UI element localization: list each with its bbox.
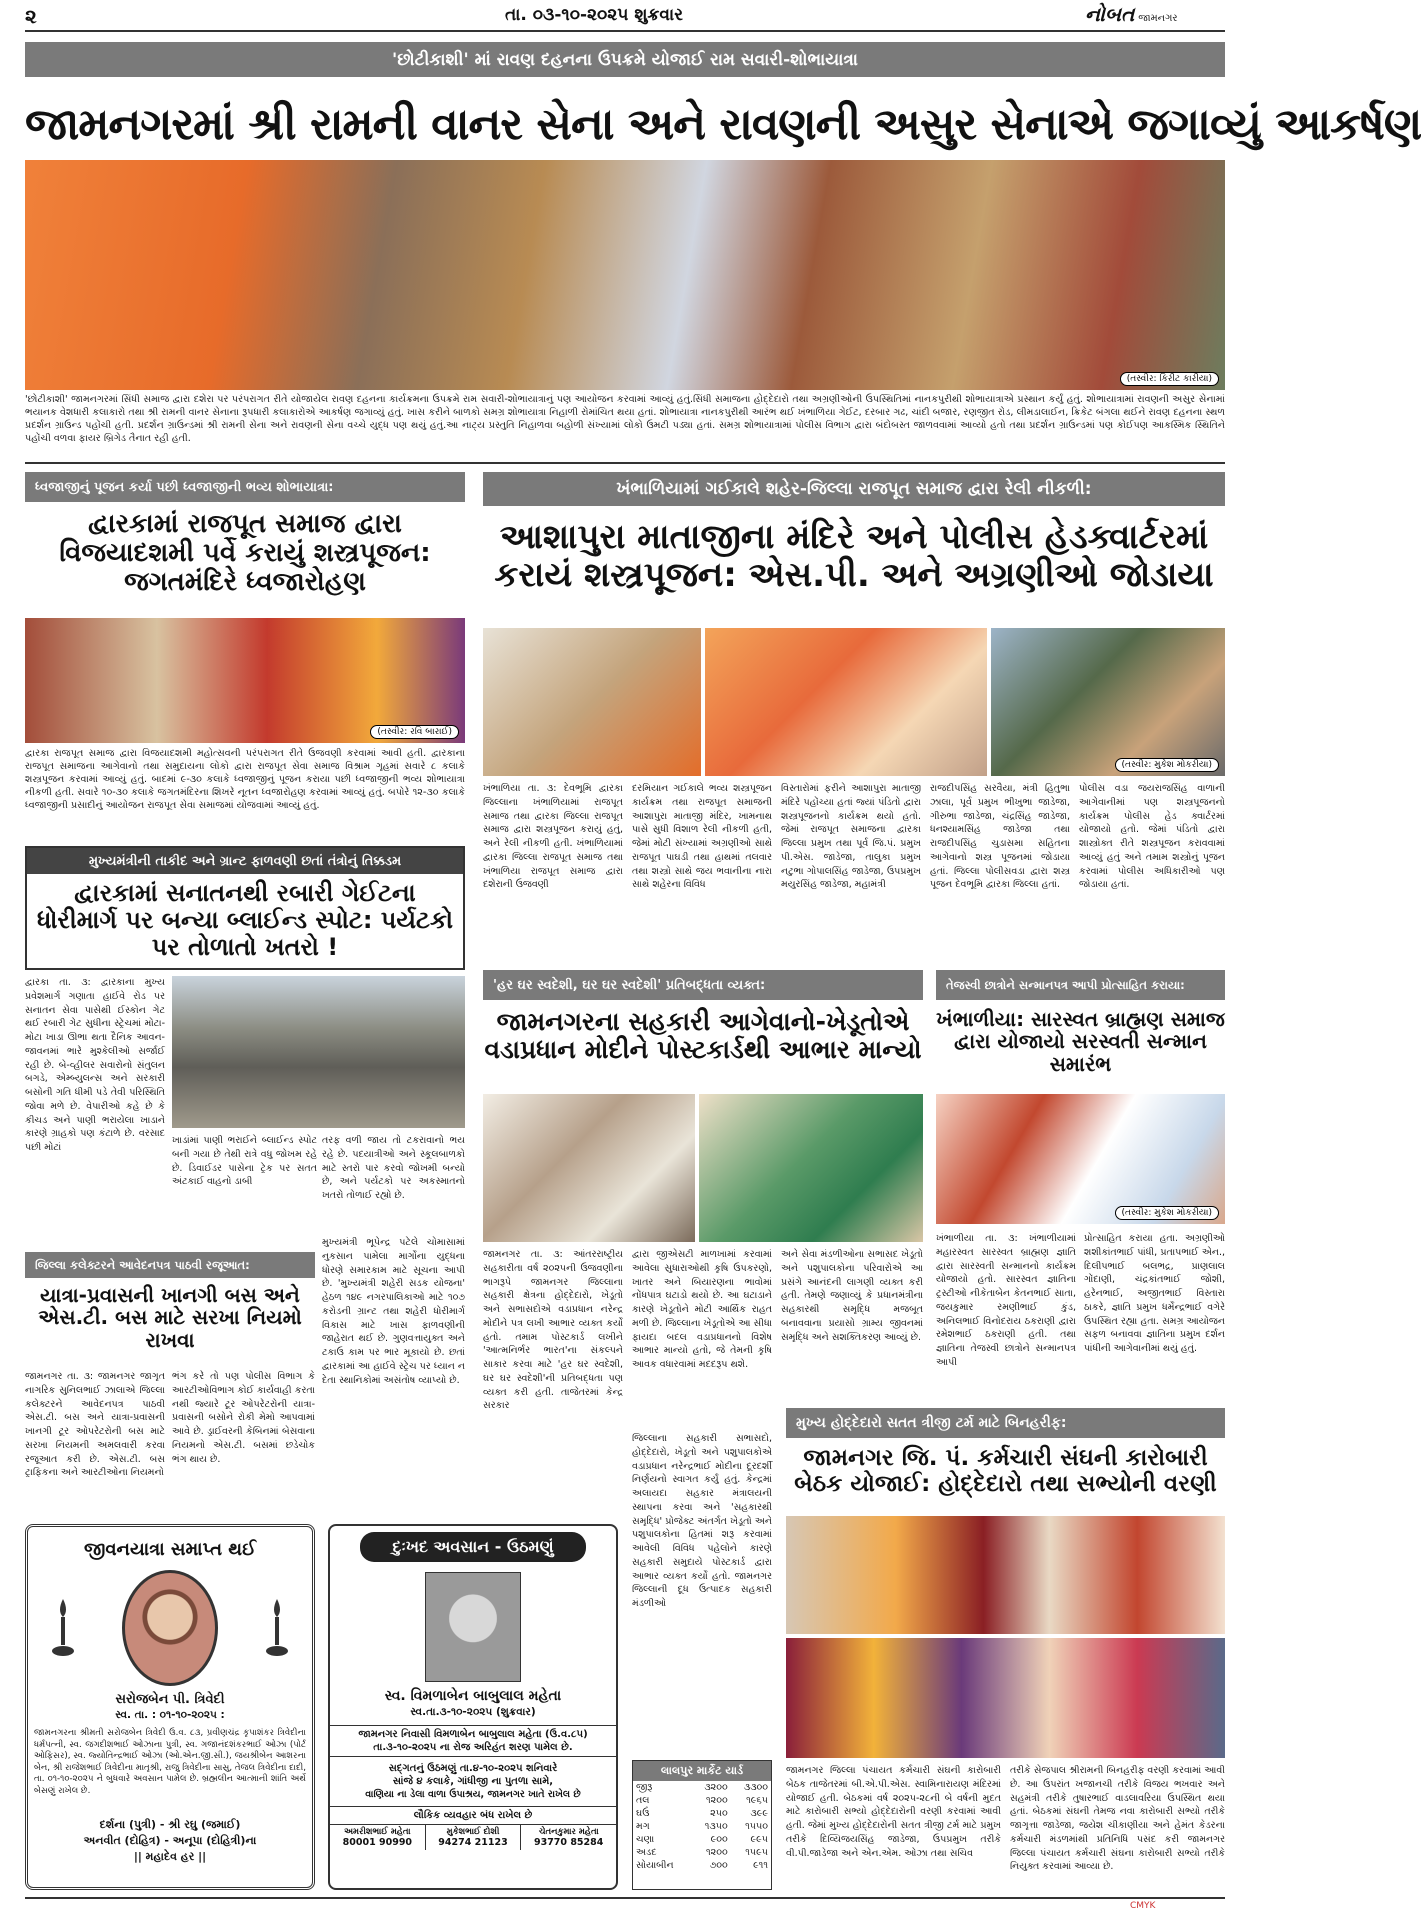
sangh-photo-1 <box>786 1516 1225 1634</box>
obit1-title: જીવનયાત્રા સમાપ્ત થઈ <box>84 1539 256 1560</box>
sangh-headline: જામનગર જિ. પં. કર્મચારી સંઘની કારોબારી બેઠક યોજાઈ: હોદ્દેદારો તથા સભ્યોની વરણી <box>794 1445 1217 1497</box>
saraswat-headline: ખંભાળીયા: સારસ્વત બ્રાહ્મણ સમાજ દ્વારા યોજાયો સરસ્વતી સન્માન સમારંભ <box>936 1007 1225 1076</box>
lead-kicker: 'છોટીકાશી' માં રાવણ દહનના ઉપક્રમે યોજાઈ રામ સવારી-શોભાયાત્રા <box>25 42 1225 77</box>
lead-photo-credit: (તસ્વીર: કિરીટ કારીયા) <box>1120 372 1219 386</box>
obit2-line-2: તા.૩-૧૦-૨૦૨૫ ના રોજ અરિહંત શરણ પામેલ છે. <box>330 1742 616 1757</box>
dwarka2-col-2: ખાડાંમાં પાણી ભરાઈને બ્લાઈન્ડ સ્પોટ બની ગયા છે તેથી રાત્રે વધુ જોખમ રહે છે. ડિવાઈડર પાસેના ટ્રેક પર સતત અંટકાઈ વાહનો ડાબી <box>172 1135 317 1188</box>
swadeshi-col-3: અને સેવા મંડળીઓના સભાસદ ખેડૂતો અને પશુપાલકોના પરિવારોએ આ પ્રસંગે આનંદની લાગણી વ્યક્ત કરી હતી. તેમણે જણાવ્યું કે પ્રધાનમંત્રીના સહકારથી સમૃદ્ધિ મજબૂત બનાવવાના પ્રયાસો ગ્રામ્ય જીવનમાં સમૃદ્ધિ અને સશક્તિકરણ આવ્યું છે. <box>781 1249 923 1343</box>
cmyk-mark: CMYK <box>1130 1901 1156 1911</box>
obit2-title: દુઃખદ અવસાન - ઉઠમણું <box>360 1532 586 1562</box>
dwarka2-col-3: તરફ વળી જાય તો ટકરાવાનો ભય રહે છે. પદયાત્રીઓ અને સ્કૂલબાળકો માટે સ્તરો પાર કરવો જોખમી બન્યો છે, અને પર્યટકો પર અકસ્માતનો ખતરો તોળાઈ રહ્યો છે. <box>322 1135 465 1202</box>
obit1-family-3: || મહાદેવ હર || <box>133 1850 207 1863</box>
khambhalia-col-1: ખંભાળિયા તા. ૩: દેવભૂમિ દ્વારકા જિલ્લાના ખંભાળિયામાં રાજપૂત સમાજ તથા દ્વારકા જિલ્લા રાજપૂત સમાજ દ્વારા શસ્ત્રપૂજન કરાયું હતું, અને રેલી નીકળી હતી. ખંભાળિયામાં દ્વારકા જિલ્લા રાજપૂત સમાજ તથા ખંભાળિયા રાજપૂત સમાજ દ્વારા દશેરાની ઉજવણી <box>483 783 623 891</box>
market-row <box>633 1833 771 1846</box>
page-number: ૨ <box>25 4 37 28</box>
obit2-line-3: સદ્ગતનું ઉઠમણું તા.૪-૧૦-૨૦૨૫ શનિવારે <box>388 1763 558 1774</box>
masthead-logo <box>1085 2 1178 28</box>
obit2-date: સ્વ.તા.૩-૧૦-૨૦૨૫ (શુક્રવાર) <box>410 1706 536 1718</box>
market-high: ૧૯૬૫ <box>746 1795 768 1806</box>
saraswat-kicker: તેજસ્વી છાત્રોને સન્માનપત્ર આપી પ્રોત્સાહિત કરાયા: <box>936 970 1225 1000</box>
divider <box>25 462 1225 464</box>
obit2-line-4: સાંજે ૪ કલાકે, ગાંધીજી ના પુતળા સામે, <box>392 1776 554 1787</box>
market-low: ૧૨૦૦ <box>706 1795 728 1806</box>
jilla-kicker: જિલ્લા કલેક્ટરને આવેદનપત્ર પાઠવી રજૂઆત: <box>25 1252 315 1278</box>
obit2-line-5: વાણિયા ના ડેલા વાળા ઉપાશ્રય, જામનગર ખાતે રાખેલ છે <box>365 1789 581 1800</box>
market-item: ચણા <box>636 1834 655 1845</box>
market-high: ૩૩૦૦ <box>743 1782 768 1793</box>
sangh-col-1: જામનગર જિલ્લા પંચાયત કર્મચારી સંઘની કારોબારી બેઠક તાજેતરમાં બી.એ.પી.એસ. સ્વામિનારાયણ મંદિરમાં યોજાઈ હતી. બેઠકમાં વર્ષ ૨૦૨૫-૨૮ની બે વર્ષની મુદત માટે કારોબારી સભ્યો હોદ્દેદારોની વરણી કરવામાં આવી હતી. જેમાં મુખ્ય હોદ્દેદારોની સતત ત્રીજી ટર્મ માટે પ્રમુખ તરીકે દિવ્યિજયસિંહ જાડેજા, ઉપપ્રમુખ તરીકે વી.પી.જાડેજા અને એન.એમ. ઓઝા તથા સચિવ <box>786 1765 1001 1859</box>
dwarka1-kicker: ધ્વજાજીનું પૂજન કર્યા પછી ધ્વજાજીની ભવ્ય શોભાયાત્રા: <box>25 472 465 502</box>
obit1-name: સરોજબેન પી. ત્રિવેદી <box>115 1692 225 1707</box>
issue-date: તા. ૦૩-૧૦-૨૦૨૫ શુક્રવાર <box>505 5 683 25</box>
market-high: ૧૫૫૦ <box>745 1821 768 1832</box>
dwarka1-body: દ્વારકા રાજપૂત સમાજ દ્વારા વિજયાદશમી મહોત્સવની પરંપરાગત રીતે ઉજવણી કરવામાં આવી હતી. દ્વારકાના રાજપૂત સમાજના આગેવાનો તથા સમુદાયના લોકો દ્વારા રાજપૂત સેવા સમાજ વિશ્રામ ગૃહમાં સવારે ૮ કલાકે શસ્ત્રપૂજન કરવામાં આવ્યું હતું. બાદમાં ૯-૩૦ કલાકે ધ્વજાજીનું પૂજન કરાયા પછી ધ્વજાજીની ભવ્ય શોભાયાત્રા નીકળી હતી. સવારે ૧૦-૩૦ કલાકે જગતમંદિરના શિખરે નૂતન ધ્વજારોહણ કરવામાં આવ્યું હતું. બપોરે ૧૨-૩૦ કલાકે ધ્વજાજીની પ્રસાદીનું આયોજન રાજપૂત સેવા સમાજમાં યોજવામાં આવ્યું હતું. <box>25 748 466 811</box>
dwarka1-photo-credit: (તસ્વીર: રવિ બારાઈ) <box>370 725 459 739</box>
swadeshi-kicker: 'હર ઘર સ્વદેશી, ઘર ઘર સ્વદેશી' પ્રતિબદ્ધતા વ્યક્ત: <box>483 970 923 1000</box>
masthead-city: જામનગર <box>1138 13 1178 24</box>
market-high: ૧૫૯૫ <box>745 1847 768 1858</box>
lead-headline: જામનગરમાં શ્રી રામની વાનર સેના અને રાવણની અસુર સેનાએ જગાવ્યું આકર્ષણ <box>25 99 1421 150</box>
market-low: ૯૦૦ <box>710 1834 728 1845</box>
masthead-title: નોબત <box>1085 2 1135 26</box>
saraswat-photo-credit: (તસ્વીર: મુકેશ મોકરીયા) <box>1115 1206 1219 1220</box>
obit2-contacts <box>330 1824 616 1850</box>
market-item: મગ <box>636 1821 650 1832</box>
market-row <box>633 1807 771 1820</box>
sangh-kicker: મુખ્ય હોદ્દેદારો સતત ત્રીજી ટર્મ માટે બિનહરીફ: <box>786 1408 1225 1438</box>
market-low: ૨૫૦ <box>710 1808 728 1819</box>
market-row <box>633 1781 771 1794</box>
sangh-photo-2 <box>786 1638 1225 1758</box>
obit2-footer: લૌકિક વ્યવહાર બંધ રાખેલ છે <box>330 1806 616 1821</box>
swadeshi-headline: જામનગરના સહકારી આગેવાનો-ખેડૂતોએ વડાપ્રધાન મોદીને પોસ્ટકાર્ડથી આભાર માન્યો <box>484 1007 922 1064</box>
market-item: તલ <box>636 1795 650 1806</box>
contact-3: ચેતનકુમાર મહેતા 93770 85284 <box>533 1827 604 1848</box>
lead-caption: 'છોટીકાશી' જામનગરમાં સિંધી સમાજ દ્વારા દશેરા પર પરંપરાગત રીતે યોજાયેલ રાવણ દહનના કાર્યક્રમના ઉપક્રમે રામ સવારી-શોભાયાત્રાનું પણ આયોજન કરવામાં આવ્યું હતું.સિંધી સમાજના હોદ્દેદારો તથા અગ્રણીઓની ઉપસ્થિતિમાં નાનકપુરીથી શોભાયાત્રાએ પ્રસ્થાન કર્યું હતું. શોભાયાત્રામાં રાવણની અસુર સેનામાં ભયાનક વેશધારી કલાકારો તથા શ્રી રામની વાનર સેનાના રૂપધારી કલાકારોએ આકર્ષણ જગાવ્યું હતું. ખાસ કરીને બાળકો સમગ્ર શોભાયાત્રા નિહાળી રોમાંચિત થયા હતાં. શોભાયાત્રા નાનકપુરીથી આરંભ થઈ ખંભાળિયા ગેઈટ, દરબાર ગઢ, ચાંદી બજાર, રણજીત રોડ, લીમડાલાઈન, ક્રિકેટ બંગલા થઈને રાવણ દહનના સ્થળ પ્રદર્શન ગ્રાઉન્ડ પહોંચી હતી. પ્રદર્શન ગ્રાઉન્ડમાં શ્રી રામની સેના અને રાવણની સેના વચ્ચે યુદ્ધ પણ થયું હતું.આ નાટ્ય પ્રસ્તુતિ નિહાળવા બહોળી સંખ્યામાં લોકો ઉમટી પડ્યા હતાં. સમગ્ર શોભાયાત્રામાં પોલીસ વિભાગ દ્વારા બંદોબસ્ત જાળવવામાં આવ્યો હતો તથા પ્રદર્શન ગ્રાઉન્ડમાં પણ કોઈપણ આકસ્મિક સ્થિતિને પહોંચી વળવા ફાયર બ્રિગેડ તૈનાત રહી હતી. <box>25 394 1225 444</box>
khambhalia-photo-3 <box>991 628 1225 776</box>
swadeshi-extra: જિલ્લાના સહકારી સભાસદો, હોદ્દેદારો, ખેડૂતો અને પશુપાલકોએ વડાપ્રધાન નરેન્દ્રભાઈ મોદીના દૂરદર્શી નિર્ણયનો સ્વાગત કર્યું હતું. કેન્દ્રમાં અલાયદા સહકાર મંત્રાલયની સ્થાપના કરવા અને 'સહકારથી સમૃદ્ધિ' પ્રોજેક્ટ અંતર્ગત ખેડૂતો અને પશુપાલકોના હિતમાં શરૂ કરવામાં આવેલી વિવિધ પહેલોને કારણે સહકારી સમુદાયે પોસ્ટકાર્ડ દ્વારા આભાર વ્યક્ત કર્યો હતો. જામનગર જિલ્લાની દૂધ ઉત્પાદક સહકારી મંડળીઓ <box>632 1433 772 1610</box>
market-high: ૯૯૫ <box>750 1834 768 1845</box>
saraswat-photo <box>936 1094 1225 1224</box>
dwarka1-photo <box>25 618 465 743</box>
market-high: ૯૧૧ <box>753 1860 768 1871</box>
market-item: સોયાબીન <box>636 1860 674 1871</box>
swadeshi-col-2: દ્વારા જીએસટી માળખામાં કરવામાં આવેલા સુધારાઓથી કૃષિ ઉપકરણો, ખાતર અને બિયારણના ભાવોમાં નોંધપાત્ર ઘટાડો થયો છે. આ ઘટાડાને કારણે ખેડૂતોને મોટી આર્થિક રાહત મળી છે. જિલ્લાના ખેડૂતોએ આ સીધા ફાયદા બદલ વડાપ્રધાનનો વિશેષ આભાર માન્યો હતો, જે તેમની કૃષિ આવક વધારવામાં મદદરૂપ થશે. <box>632 1249 772 1371</box>
obituary-uthamnu <box>328 1524 618 1890</box>
market-row <box>633 1794 771 1807</box>
lamp-icon <box>264 1597 290 1657</box>
swadeshi-photo-1 <box>483 1094 695 1242</box>
saraswat-col-1: ખંભાળીયા તા. ૩: ખંભાળીયામાં મહારસ્વત સારસ્વત બ્રાહ્મણ જ્ઞાતિ દ્વારા સારસ્વતી સન્માનનો કાર્યક્રમ યોજાયો હતો. સારસ્વત જ્ઞાતિના ટ્રસ્ટીઓ નીકેતાબેન કેતનભાઈ સાતા, જયકુમાર રમણીભાઈ કુંડ, અનિલભાઈ વિનોદરાય ઠકરાણી દ્વારા રમેશભાઈ ઠકરાણી હતી. તથા જ્ઞાતિના તેજસ્વી છાત્રોને સન્માનપત્ર આપી <box>936 1233 1076 1368</box>
dwarka2-box <box>25 846 465 970</box>
page-header <box>25 0 1225 32</box>
khambhalia-col-3: વિસ્તારોમાં ફરીને આશાપુરા માતાજી મંદિરે પહોંચ્યા હતાં જ્યાં પંડિતો દ્વારા શસ્ત્રપૂજનનો કાર્યક્રમ થયો હતો. જેમાં રાજપૂત સમાજના દ્વારકા જિલ્લા પ્રમુખ તથા પૂર્વ જિ.પં. પ્રમુખ પી.એસ. જાડેજા, તાલુકા પ્રમુખ નટુભા ગોપાલસિંહ જાડેજા, ઉપપ્રમુખ મયુરસિંહ જાડેજા, મહામંત્રી <box>781 783 921 891</box>
obit1-family-2: અનવીત (દોહિત્ર) - અનૂપા (દોહિત્રી)ના <box>83 1834 257 1847</box>
obit1-portrait <box>122 1570 218 1686</box>
market-item: ઘઉં <box>636 1808 650 1819</box>
market-row <box>633 1846 771 1859</box>
jilla-col-2: ભંગ કરે તો પણ પોલીસ વિભાગ કે આરટીઓવિભાગ કોઈ કાર્યવાહી કરતા નથી જ્યારે ટૂર ઓપરેટરોની યાત્રા-પ્રવાસની બસોને રોકી મેમો આપવામાં આવે છે. ડ્રાઈવરની કેબિનમાં બેસવાના નિયમનો એસ.ટી. બસમાં છડેચોક ભંગ થાય છે. <box>172 1371 315 1465</box>
dwarka2-photo <box>172 976 465 1128</box>
obit1-family-1: દર્શના (પુત્રી) - શ્રી રઘુ (જમાઈ) <box>99 1818 241 1831</box>
saraswat-col-2: પ્રોત્સાહિત કરાયા હતા. અગ્રણીઓ શશીકાંતભાઈ પાંધી, પ્રતાપભાઈ એન., દિલીપભાઈ બલભદ્ર, પ્રાણલાલ ગોંદાણી, ચંદ્રકાંતભાઈ જોશી, હરેનભાઈ, અજીતભાઈ વિસ્તારા ઠાકરે, જ્ઞાતિ પ્રમુખ ધર્મેન્દ્રભાઈ વગેરે ઉપસ્થિત રહ્યા હતા. સમગ્ર આયોજન સફળ બનાવવા જ્ઞાતિના પ્રમુખ દર્શન પાંધીની આગેવાનીમાં થયું હતું. <box>1084 1233 1225 1355</box>
khambhalia-photo-credit: (તસ્વીર: મુકેશ મોકરીયા) <box>1115 758 1219 772</box>
market-item: જીરૂ <box>636 1782 653 1793</box>
swadeshi-photo-2 <box>699 1094 923 1242</box>
dwarka2-headline: દ્વારકામાં સનાતનથી રબારી ગેઈટના ધોરીમાર્ગ પર બન્યા બ્લાઈન્ડ સ્પોટ: પર્યટકો પર તોળાતો ખતરો ! <box>37 879 453 961</box>
obituary-jivanyatra <box>25 1524 315 1890</box>
lead-photo <box>25 160 1225 390</box>
khambhalia-photo-1 <box>483 628 701 776</box>
market-row <box>633 1820 771 1833</box>
jilla-col-1: જામનગર તા. ૩: જામનગર જાગૃત નાગરિક સુનિલભાઈ ઝાલાએ જિલ્લા કલેક્ટરને આવેદનપત્ર પાઠવી એસ.ટી. બસ અને યાત્રા-પ્રવાસની ખાનગી ટૂર ઓપરેટરોની બસ માટે સરખા નિયમની અમલવારી કરવા રજૂઆત કરી છે. એસ.ટી. બસ ટ્રાફિકના અને આરટીઓના નિયમનો <box>25 1371 165 1479</box>
obit2-name: સ્વ. વિમળાબેન બાબુલાલ મહેતા <box>384 1688 562 1704</box>
contact-1: અમરીશભાઈ મહેતા 80001 90990 <box>330 1825 426 1850</box>
market-item: અડદ <box>636 1847 657 1858</box>
dwarka2-col-1: દ્વારકા તા. ૩: દ્વારકાના મુખ્ય પ્રવેશમાર્ગ ગણાતા હાઈવે રોડ પર સનાતન સેવા પાસેથી ઈસ્કોન ગેટ થઈ રબારી ગેટ સુધીના સ્ટ્રેચમાં મોટા-મોટા ખાડા ઊભા થતા દૈનિક આવન-જાવનમાં ભારે મુશ્કેલીઓ સર્જાઈ રહી છે. બે-વ્હીલર સવારોનો સંતુલન બગડે, એમ્બ્યુલન્સ અને સરકારી બસોની ગતિ ધીમી પડે તેવી પરિસ્થિતિ જોવા મળે છે. વેપારીઓ કહે છે કે કીચડ અને પાણી ભરાયેલા ખાડાને કારણે ગ્રાહકો પણ કંટાળે છે. વરસાદ પછી મોટાં <box>25 977 165 1154</box>
khambhalia-headline: આશાપુરા માતાજીના મંદિરે અને પોલીસ હેડક્વાર્ટરમાં કરાયં શસ્ત્રપૂજન: એસ.પી. અને અગ્રણીઓ જોડાયા <box>494 517 1214 596</box>
obit1-date: સ્વ. તા. : ૦૧-૧૦-૨૦૨૫ : <box>115 1709 225 1721</box>
khambhalia-col-4: રાજદીપસિંહ સરવૈયા, મંત્રી હિતુભા ઝાલા, પૂર્વ પ્રમુખ ભીખુભા જાડેજા, ગીરુભા જાડેજા, ચંદ્રસિંહ જાડેજા, ધનશ્યામસિંહ જાડેજા તથા રાજદીપસિંહ ચુડાસમા સહિતના આગેવાનો શસ્ત્ર પૂજનમાં જોડાયા હતાં. જિલ્લા પોલીસવડા દ્વારા શસ્ત્ર પૂજન દેવભૂમિ દ્વારકા જિલ્લા હતાં. <box>930 783 1070 891</box>
khambhalia-kicker: ખંભાળિયામાં ગઈકાલે શહેર-જિલ્લા રાજપૂત સમાજ દ્વારા રેલી નીકળી: <box>483 472 1225 506</box>
market-low: ૩૨૦૦ <box>704 1782 728 1793</box>
market-low: ૭૦૦ <box>709 1860 728 1871</box>
dwarka2-col-4: મુખ્યમંત્રી ભૂપેન્દ્ર પટેલે ચોમાસામાં નુકસાન પામેલા માર્ગોના યુદ્ધના ધોરણે સમારકામ માટે સૂચના આપી છે. 'મુખ્યમંત્રી શહેરી સડક યોજના' હેઠળ ૧૪૯ નગરપાલિકાઓ માટે ૧૦૭ કરોડની ગ્રાન્ટ તથા શહેરી ધોરીમાર્ગ વિકાસ માટે ખાસ ફાળવણીની જાહેરાત થઈ છે. ગુણવત્તાયુક્ત અને ટકાઉ કામ પર ભાર મૂકાયો છે. છતાં દ્વારકામાં આ હાઈવે સ્ટ્રેચ પર ધ્યાન ન દેતા સ્થાનિકોમાં અસંતોષ વ્યાપ્યો છે. <box>322 1237 465 1386</box>
contact-2: મુકેશભાઈ દોશી 94274 21123 <box>426 1825 522 1850</box>
lamp-icon <box>50 1597 76 1657</box>
obit2-line-1: જામનગર નિવાસી વિમળાબેન બાબુલાલ મહેતા (ઉ.વ.૮૫) <box>330 1725 616 1740</box>
khambhalia-photo-2 <box>705 628 987 776</box>
market-title: લાલપુર માર્કેટ યાર્ડ <box>633 1761 771 1781</box>
market-table <box>633 1781 771 1872</box>
market-row <box>633 1859 771 1872</box>
khambhalia-col-5: પોલીસ વડા જયરાજસિંહ વાળાની આગેવાનીમાં પણ શસ્ત્રપૂજનનો કાર્યક્રમ પોલીસ હેડ ક્વાર્ટરમાં યોજાયો હતો. જેમાં પંડિતો દ્વારા શાસ્ત્રોક્ત રીતે શસ્ત્રપૂજન કરાવવામાં આવ્યું હતું અને તમામ શસ્ત્રોનું પૂજન કરવામાં પોલીસ અધિકારીઓ પણ જોડાયા હતાં. <box>1079 783 1225 891</box>
market-yard-box <box>632 1760 772 1890</box>
sangh-col-2: તરીકે સેજપાલ શ્રીરામની બિનહરીફ વરણી કરવામાં આવી છે. આ ઉપરાંત ખજાનચી તરીકે વિજય ભખવાર અને સહમંત્રી તરીકે તુષારભાઈ વાડલાવરિયા ઉપસ્થિત થયા હતાં. બેઠકમાં સંઘની તેમજ નવા કારોબારી સભ્યો તરીકે જાગૃત્તા જાડેજા, જયેશ ચીકાણીયા અને હેમંત કેડરના કર્મચારી મંડળમાંથી પ્રતિનિધિ પસંદ કરી જામનગર જિલ્લા પંચાયત કર્મચારી સંઘના કારોબારી સભ્યો તરીકે નિયુક્ત કરવામાં આવ્યા છે. <box>1010 1765 1225 1873</box>
market-low: ૧૩૫૦ <box>704 1821 728 1832</box>
khambhalia-col-2: દરમિયાન ગઈકાલે ભવ્ય શસ્ત્રપૂજન કાર્યક્રમ તથા રાજપૂત સમાજની આશાપુરા માતાજી મંદિર, ખામનાથ પાસે સુધી વિશાળ રેલી નીકળી હતી, જેમાં મોટી સંખ્યામાં અગ્રણીઓ સાથે રાજપૂત પાઘડી તથા હાથમાં તલવાર તથા શસ્ત્રો સાથે જય ભવાનીના નારા સાથે શહેરના વિવિધ <box>632 783 772 891</box>
dwarka2-kicker: મુખ્યમંત્રીની તાકીદ અને ગ્રાન્ટ ફાળવણી છતાં તંત્રોનું તિક્કડમ <box>27 848 463 874</box>
obit1-body: જામનગરના શ્રીમતી સરોજબેન ત્રિવેદી ઉ.વ. ૮૩, પ્રવીણચંદ્ર કૃપાશંકર ત્રિવેદીના ધર્મપત્ની, સ્વ. જગદીશભાઈ ઓઝાના પુત્રી, સ્વ. ગજાનંદશંકરભાઈ ઓઝા (પોર્ટ ઓફિસર), સ્વ. જ્યોતિન્દ્રભાઈ ઓઝા (ઓ.એન.જી.સી.), જયશ્રીબેન આશરના બેન, શ્રી રાજેશભાઈ ત્રિવેદીના માતૃશ્રી, રાજુ ત્રિવેદીના સાસુ, તેજલ ત્રિવેદીના દાદી, તા. ૦૧-૧૦-૨૦૨૫ ને બુધવારે અવસાન પામેલ છે. બ્રહ્મલીન આત્માની શાંતિ અર્થે બેસણું રાખેલ છે. <box>34 1728 306 1796</box>
jilla-headline: યાત્રા-પ્રવાસની ખાનગી બસ અને એસ.ટી. બસ માટે સરખા નિયમો રાખવા <box>38 1283 302 1352</box>
obit2-portrait <box>425 1572 521 1682</box>
footer-rule <box>25 1897 1225 1899</box>
swadeshi-col-1: જામનગર તા. ૩: આંતરરાષ્ટ્રીય સહકારીતા વર્ષ ૨૦૨૫ની ઉજવણીના ભાગરૂપે જામનગર જિલ્લાના સહકારી ક્ષેત્રના હોદ્દેદારો, ખેડૂતો અને સભાસદોએ વડાપ્રધાન નરેન્દ્ર મોદીને પત્ર લખી આભાર વ્યક્ત કર્યો હતો. તમામ પોસ્ટકાર્ડ લખીને 'આત્મનિર્ભર ભારત'ના સંકલ્પને સાકાર કરવા માટે 'હર ઘર સ્વદેશી, ઘર ઘર સ્વદેશી'ની પ્રતિબદ્ધતા પણ વ્યક્ત કરી હતી. તાજેતરમાં કેન્દ્ર સરકાર <box>483 1249 623 1412</box>
dwarka1-headline: દ્વારકામાં રાજપૂત સમાજ દ્વારા વિજયાદશમી પર્વે કરાયું શસ્ત્રપૂજન: જગતમંદિરે ધ્વજારોહણ <box>59 509 431 598</box>
market-high: ૩૯૯ <box>750 1808 768 1819</box>
market-low: ૧૨૦૦ <box>706 1847 728 1858</box>
